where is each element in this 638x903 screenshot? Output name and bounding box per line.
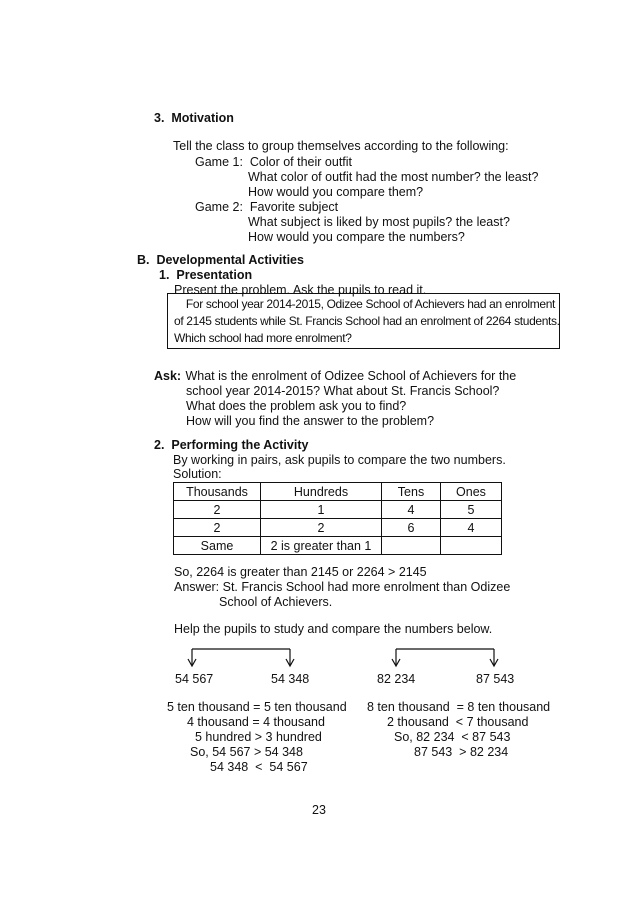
table-header: Thousands [174, 483, 261, 501]
table-header: Hundreds [261, 483, 382, 501]
left-compare-line: So, 54 567 > 54 348 [190, 745, 303, 759]
ask-line: school year 2014-2015? What about St. Francis School? [186, 384, 500, 398]
table-cell: 2 is greater than 1 [261, 537, 382, 555]
ask-line: How will you find the answer to the problem? [186, 414, 435, 428]
motivation-heading: 3. Motivation [154, 111, 234, 125]
left-compare-line: 4 thousand = 4 thousand [187, 715, 325, 729]
table-header: Tens [382, 483, 441, 501]
game1-question-1: What color of outfit had the most number? the least? [248, 170, 539, 184]
ask-line: What is the enrolment of Odizee School of Achievers for the [182, 369, 517, 383]
table-cell: Same [174, 537, 261, 555]
left-number-2: 54 348 [271, 672, 310, 686]
table-header: Ones [441, 483, 502, 501]
right-number-2: 87 543 [476, 672, 515, 686]
table-cell: 2 [261, 519, 382, 537]
game2-question-1: What subject is liked by most pupils? the least? [248, 215, 510, 229]
ask-label: Ask: [154, 369, 182, 383]
presentation-text: Present the problem. Ask the pupils to read it. [174, 283, 427, 297]
table-cell: 2 [174, 501, 261, 519]
right-compare-line: 8 ten thousand = 8 ten thousand [367, 700, 551, 714]
game2-label: Game 2: Favorite subject [195, 200, 339, 214]
table-cell: 1 [261, 501, 382, 519]
answer-line: School of Achievers. [219, 595, 333, 609]
page-number: 23 [312, 803, 326, 817]
problem-line: of 2145 students while St. Francis School had an enrolment of 2264 students. [174, 314, 560, 328]
game1-label: Game 1: Color of their outfit [195, 155, 353, 169]
right-number-1: 82 234 [377, 672, 416, 686]
table-cell: 4 [382, 501, 441, 519]
performing-heading: 2. Performing the Activity [154, 438, 309, 452]
game2-question-2: How would you compare the numbers? [248, 230, 465, 244]
problem-line: For school year 2014-2015, Odizee School of Achievers had an enrolment [174, 297, 556, 311]
left-number-1: 54 567 [175, 672, 214, 686]
table-cell: 6 [382, 519, 441, 537]
right-compare-line: 87 543 > 82 234 [414, 745, 509, 759]
table-cell: 4 [441, 519, 502, 537]
table-cell: 2 [174, 519, 261, 537]
developmental-heading: B. Developmental Activities [137, 253, 304, 267]
left-compare-line: 5 ten thousand = 5 ten thousand [167, 700, 347, 714]
game1-question-2: How would you compare them? [248, 185, 424, 199]
problem-line: Which school had more enrolment? [174, 331, 352, 345]
right-compare-line: 2 thousand < 7 thousand [387, 715, 529, 729]
help-instruction: Help the pupils to study and compare the numbers below. [174, 622, 493, 636]
ask-line: What does the problem ask you to find? [186, 399, 407, 413]
motivation-intro: Tell the class to group themselves according to the following: [173, 139, 509, 153]
right-compare-line: So, 82 234 < 87 543 [394, 730, 511, 744]
answer-line: Answer: St. Francis School had more enrolment than Odizee [174, 580, 511, 594]
so-statement: So, 2264 is greater than 2145 or 2264 > 2145 [174, 565, 427, 579]
left-compare-line: 54 348 < 54 567 [210, 760, 308, 774]
table-cell: 5 [441, 501, 502, 519]
left-compare-line: 5 hundred > 3 hundred [195, 730, 322, 744]
performing-instruction: By working in pairs, ask pupils to compare the two numbers. [173, 453, 506, 467]
solution-label: Solution: [173, 467, 222, 481]
presentation-heading: 1. Presentation [159, 268, 253, 282]
